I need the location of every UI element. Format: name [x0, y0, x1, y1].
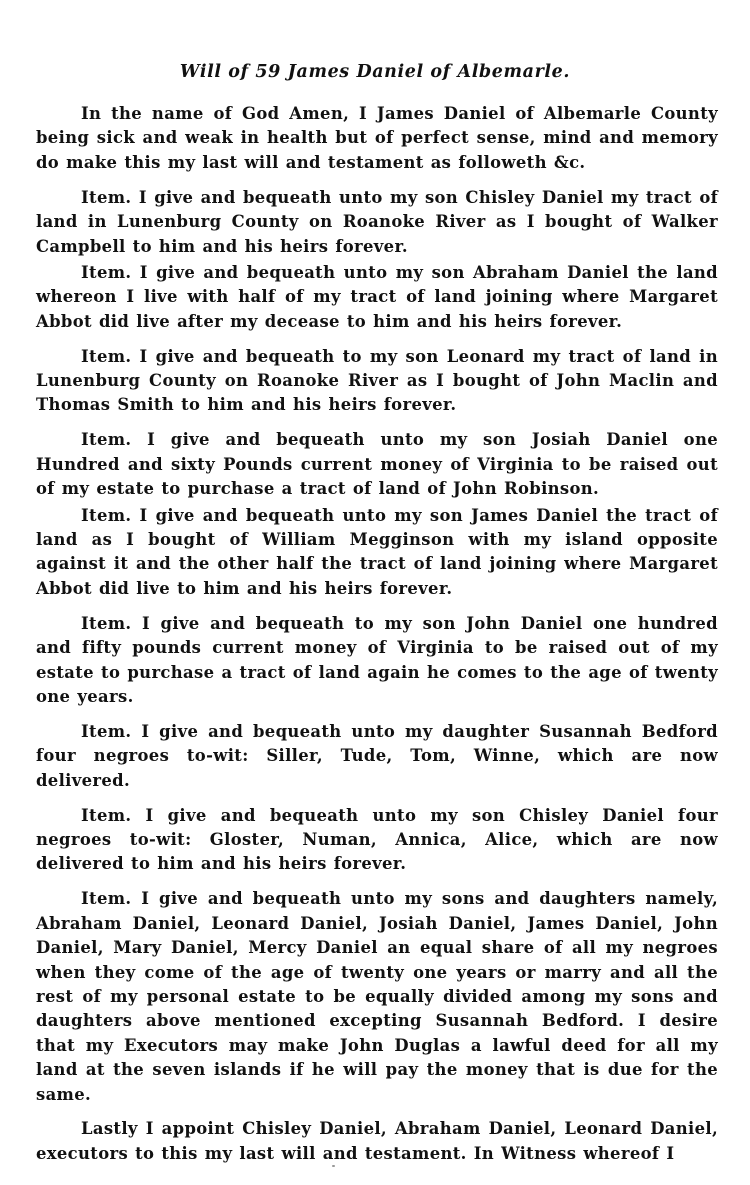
paragraph-executors: Lastly I appoint Chisley Daniel, Abraham Daniel, Leonard Daniel, executors to this my last will and testament. In Witness whereof I — [36, 1119, 718, 1163]
paragraph-item-chisley-land: Item. I give and bequeath unto my son Chisley Daniel my tract of land in Lunenburg County on Roanoke River as I bought of Walker Campbell to him and his heirs forever. — [36, 187, 718, 256]
paragraph-item-equal-share: Item. I give and bequeath unto my sons and daughters namely, Abraham Daniel, Leonard Daniel, Josiah Daniel, James Daniel, John Daniel, Mary Daniel, Mercy Daniel an equal share of all my negroes when they come of the age of twenty one years or marry and all the rest of my personal estate to be equally divided among my sons and daughters above mentioned excepting Susannah Bedford. I desire that my Executors may make John Duglas a lawful deed for all my land at the seven islands if he will pay the money that is due for the same. — [36, 889, 718, 1104]
paragraph-item-abraham: Item. I give and bequeath unto my son Abraham Daniel the land whereon I live with half of my tract of land joining where Margaret Abbot did live after my decease to him and his heirs forever. — [36, 262, 718, 331]
paragraph-item-james: Item. I give and bequeath unto my son James Daniel the tract of land as I bought of William Megginson with my island opposite against it and the other half the tract of land joining where Margaret Abbot did live to him and his heirs forever. — [36, 505, 718, 598]
paragraph-preamble: In the name of God Amen, I James Daniel of Albemarle County being sick and weak in health but of perfect sense, mind and memory do make this my last will and testament as followeth &c. — [36, 104, 718, 172]
paragraph-item-chisley-negroes: Item. I give and bequeath unto my son Chisley Daniel four negroes to-wit: Gloster, Numan, Annica, Alice, which are now delivered to him and his heirs forever. — [36, 805, 718, 874]
scan-speck — [332, 1165, 335, 1167]
paragraph-item-leonard: Item. I give and bequeath to my son Leonard my tract of land in Lunenburg County on Roanoke River as I bought of John Maclin and Thomas Smith to him and his heirs forever. — [36, 346, 718, 415]
paragraph-item-susannah: Item. I give and bequeath unto my daughter Susannah Bedford four negroes to-wit: Siller, Tude, Tom, Winne, which are now delivered. — [36, 721, 718, 790]
paragraph-item-josiah: Item. I give and bequeath unto my son Josiah Daniel one Hundred and sixty Pounds current money of Virginia to be raised out of my estate to purchase a tract of land of John Robinson. — [36, 430, 718, 499]
will-body — [36, 102, 718, 1177]
paragraph-item-john: Item. I give and bequeath to my son John Daniel one hundred and fifty pounds current money of Virginia to be raised out of my estate to purchase a tract of land again he comes to the age of twenty one years. — [36, 613, 718, 706]
page-title: Will of 59 James Daniel of Albemarle. — [179, 62, 571, 82]
